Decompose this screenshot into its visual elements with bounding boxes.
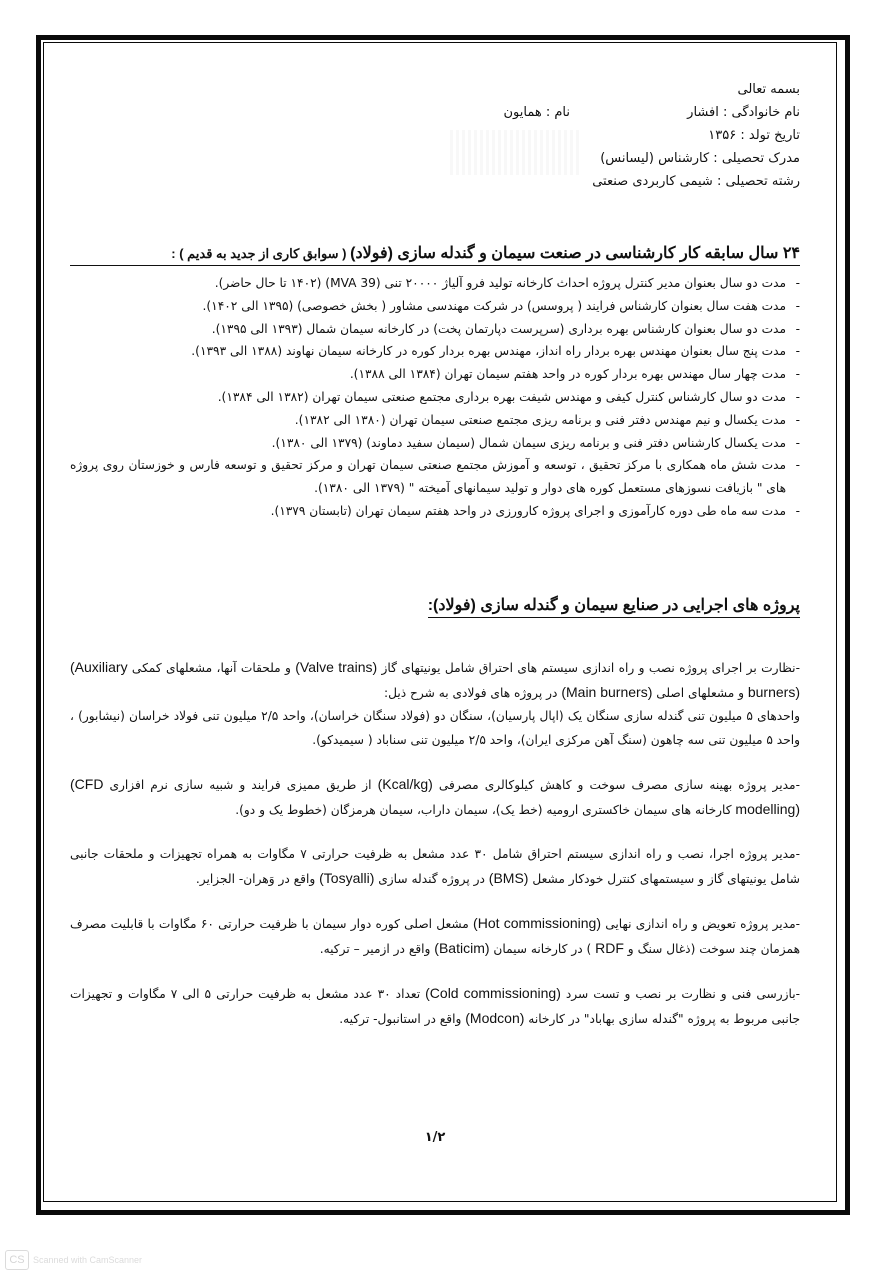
experience-item: - مدت پنج سال بعنوان مهندس بهره بردار راه انداز، مهندس بهره بردار کوره در کارخانه سیمان نهاوند (۱۳۸۸ الی ۱۳۹۳). — [191, 344, 800, 359]
field-of-study: رشته تحصیلی : شیمی کاربردی صنعتی — [592, 174, 800, 189]
project-item: -مدیر پروژه بهینه سازی مصرف سوخت و کاهش کیلوکالری مصرفی (Kcal/kg) از طریق ممیزی فرایند و شبیه سازی نرم افزاری (CFD modelling) کارخانه های سیمان خاکستری ارومیه (خط یک)، سیمان داراب، سیمان هرمزگان (خطوط یک و دو). — [70, 776, 800, 817]
experience-title-suffix: ( سوابق کاری از جدید به قدیم ) : — [171, 246, 351, 261]
project-item: -بازرسی فنی و نظارت بر نصب و تست سرد (Cold commissioning) تعداد ۳۰ عدد مشعل به ظرفیت حرارتی ۵ الی ۷ مگاوات و تجهیزات جانبی مربوط به پروژه "گندله سازی بهاباد" در کارخانه (Modcon) واقع در استانبول- ترکیه. — [70, 985, 800, 1026]
experience-item: - مدت سه ماه طی دوره کارآموزی و اجرای پروژه کارورزی در واحد هفتم سیمان تهران (تابستان ۱۳۷۹). — [270, 503, 800, 518]
camscanner-watermark — [5, 1250, 142, 1270]
experience-item: - مدت چهار سال مهندس بهره بردار کوره در واحد هفتم سیمان تهران (۱۳۸۴ الی ۱۳۸۸). — [349, 367, 800, 382]
experience-item: - مدت شش ماه همکاری با مرکز تحقیق ، توسعه و آموزش مجتمع صنعتی سیمان تهران و مرکز تحقیق و توسعه فارس و خوزستان روی پروژه های " بازیافت نسوزهای مستعمل کوره های دوار و تولید سیمانهای آمیخته " (۱۳۷۹ الی ۱۳۸۰). — [70, 458, 800, 496]
experience-item: - مدت هفت سال بعنوان کارشناس فرایند ( پروسس) در شرکت مهندسی مشاور ( بخش خصوصی) (۱۳۹۵ الی ۱۴۰۲). — [202, 298, 800, 313]
project-item: -مدیر پروژه تعویض و راه اندازی نهایی (Hot commissioning) مشعل اصلی کوره دوار سیمان با ظرفیت حرارتی ۶۰ مگاوات با قابلیت مصرف همزمان چند سوخت (ذغال سنگ و RDF ) در کارخانه سیمان (Baticim) واقع در ازمیر – ترکیه. — [70, 915, 801, 956]
resume-page — [70, 78, 801, 1145]
experience-item: - مدت دو سال بعنوان مدیر کنترل پروژه احداث کارخانه تولید فرو آلیاژ ۲۰۰۰۰ تنی (39 MVA) (۱۴۰۲ تا حال حاضر). — [214, 276, 800, 290]
experience-list — [70, 272, 800, 523]
projects-title: پروژه های اجرایی در صنایع سیمان و گندله سازی (فولاد): — [428, 595, 800, 618]
family-name: نام خانوادگی : افشار — [687, 105, 800, 120]
project-item: -مدیر پروژه اجرا، نصب و راه اندازی سیستم احتراق شامل ۳۰ عدد مشعل به ظرفیت حرارتی ۷ مگاوات به همراه تجهیزات و ملحقات جانبی شامل یونیتهای گاز و سیستمهای کنترل خودکار مشعل (BMS) در پروژه گندله سازی (Tosyalli) واقع در وَهران- الجزایر. — [70, 847, 800, 886]
experience-item: - مدت دو سال بعنوان کارشناس بهره برداری (سرپرست دپارتمان پخت) در کارخانه سیمان شمال (۱۳۹۳ الی ۱۳۹۵). — [211, 321, 800, 336]
watermark-text: Scanned with CamScanner — [33, 1255, 143, 1265]
basmala: بسمه تعالی — [737, 82, 800, 97]
experience-title-main: ۲۴ سال سابقه کار کارشناسی در صنعت سیمان و گندله سازی (فولاد) — [350, 245, 800, 262]
experience-title — [70, 243, 800, 266]
birth-year: تاریخ تولد : ۱۳۵۶ — [708, 128, 800, 143]
page-number: ۱/۲ — [424, 1130, 446, 1145]
experience-item: - مدت یکسال کارشناس دفتر فنی و برنامه ریزی سیمان شمال (سیمان سفید دماوند) (۱۳۷۹ الی ۱۳۸۰). — [271, 435, 800, 450]
experience-item: - مدت دو سال کارشناس کنترل کیفی و مهندس شیفت بهره برداری مجتمع صنعتی سیمان تهران (۱۳۸۲ الی ۱۳۸۴). — [217, 389, 800, 404]
camscanner-logo-icon: CS — [5, 1250, 29, 1270]
experience-item: - مدت یکسال و نیم مهندس دفتر فنی و برنامه ریزی مجتمع صنعتی سیمان تهران (۱۳۸۰ الی ۱۳۸۲). — [294, 412, 800, 427]
project-item: -نظارت بر اجرای پروژه نصب و راه اندازی سیستم های احتراق شامل یونیتهای گاز (Valve trains) و ملحقات آنها، مشعلهای کمکی (Auxiliary burners) و مشعلهای اصلی (Main burners) در پروژه های فولادی به شرح ذیل: واحدهای ۵ میلیون تنی گندله سازی سنگان یک (اپال پارسیان)، سنگان دو (فولاد سنگان خراسان)، واحد ۲/۵ میلیون تنی فولاد خراسان (نیشابور) ، واحد ۵ میلیون تنی سه چاهون (سنگ آهن مرکزی ایران)، واحد ۲/۵ میلیون تنی سناباد ( سیمیدکو). — [70, 659, 800, 747]
name-row — [70, 101, 800, 124]
first-name: نام : همایون — [503, 105, 570, 120]
degree: مدرک تحصیلی : کارشناس (لیسانس) — [600, 151, 800, 166]
projects-list — [70, 656, 800, 1052]
